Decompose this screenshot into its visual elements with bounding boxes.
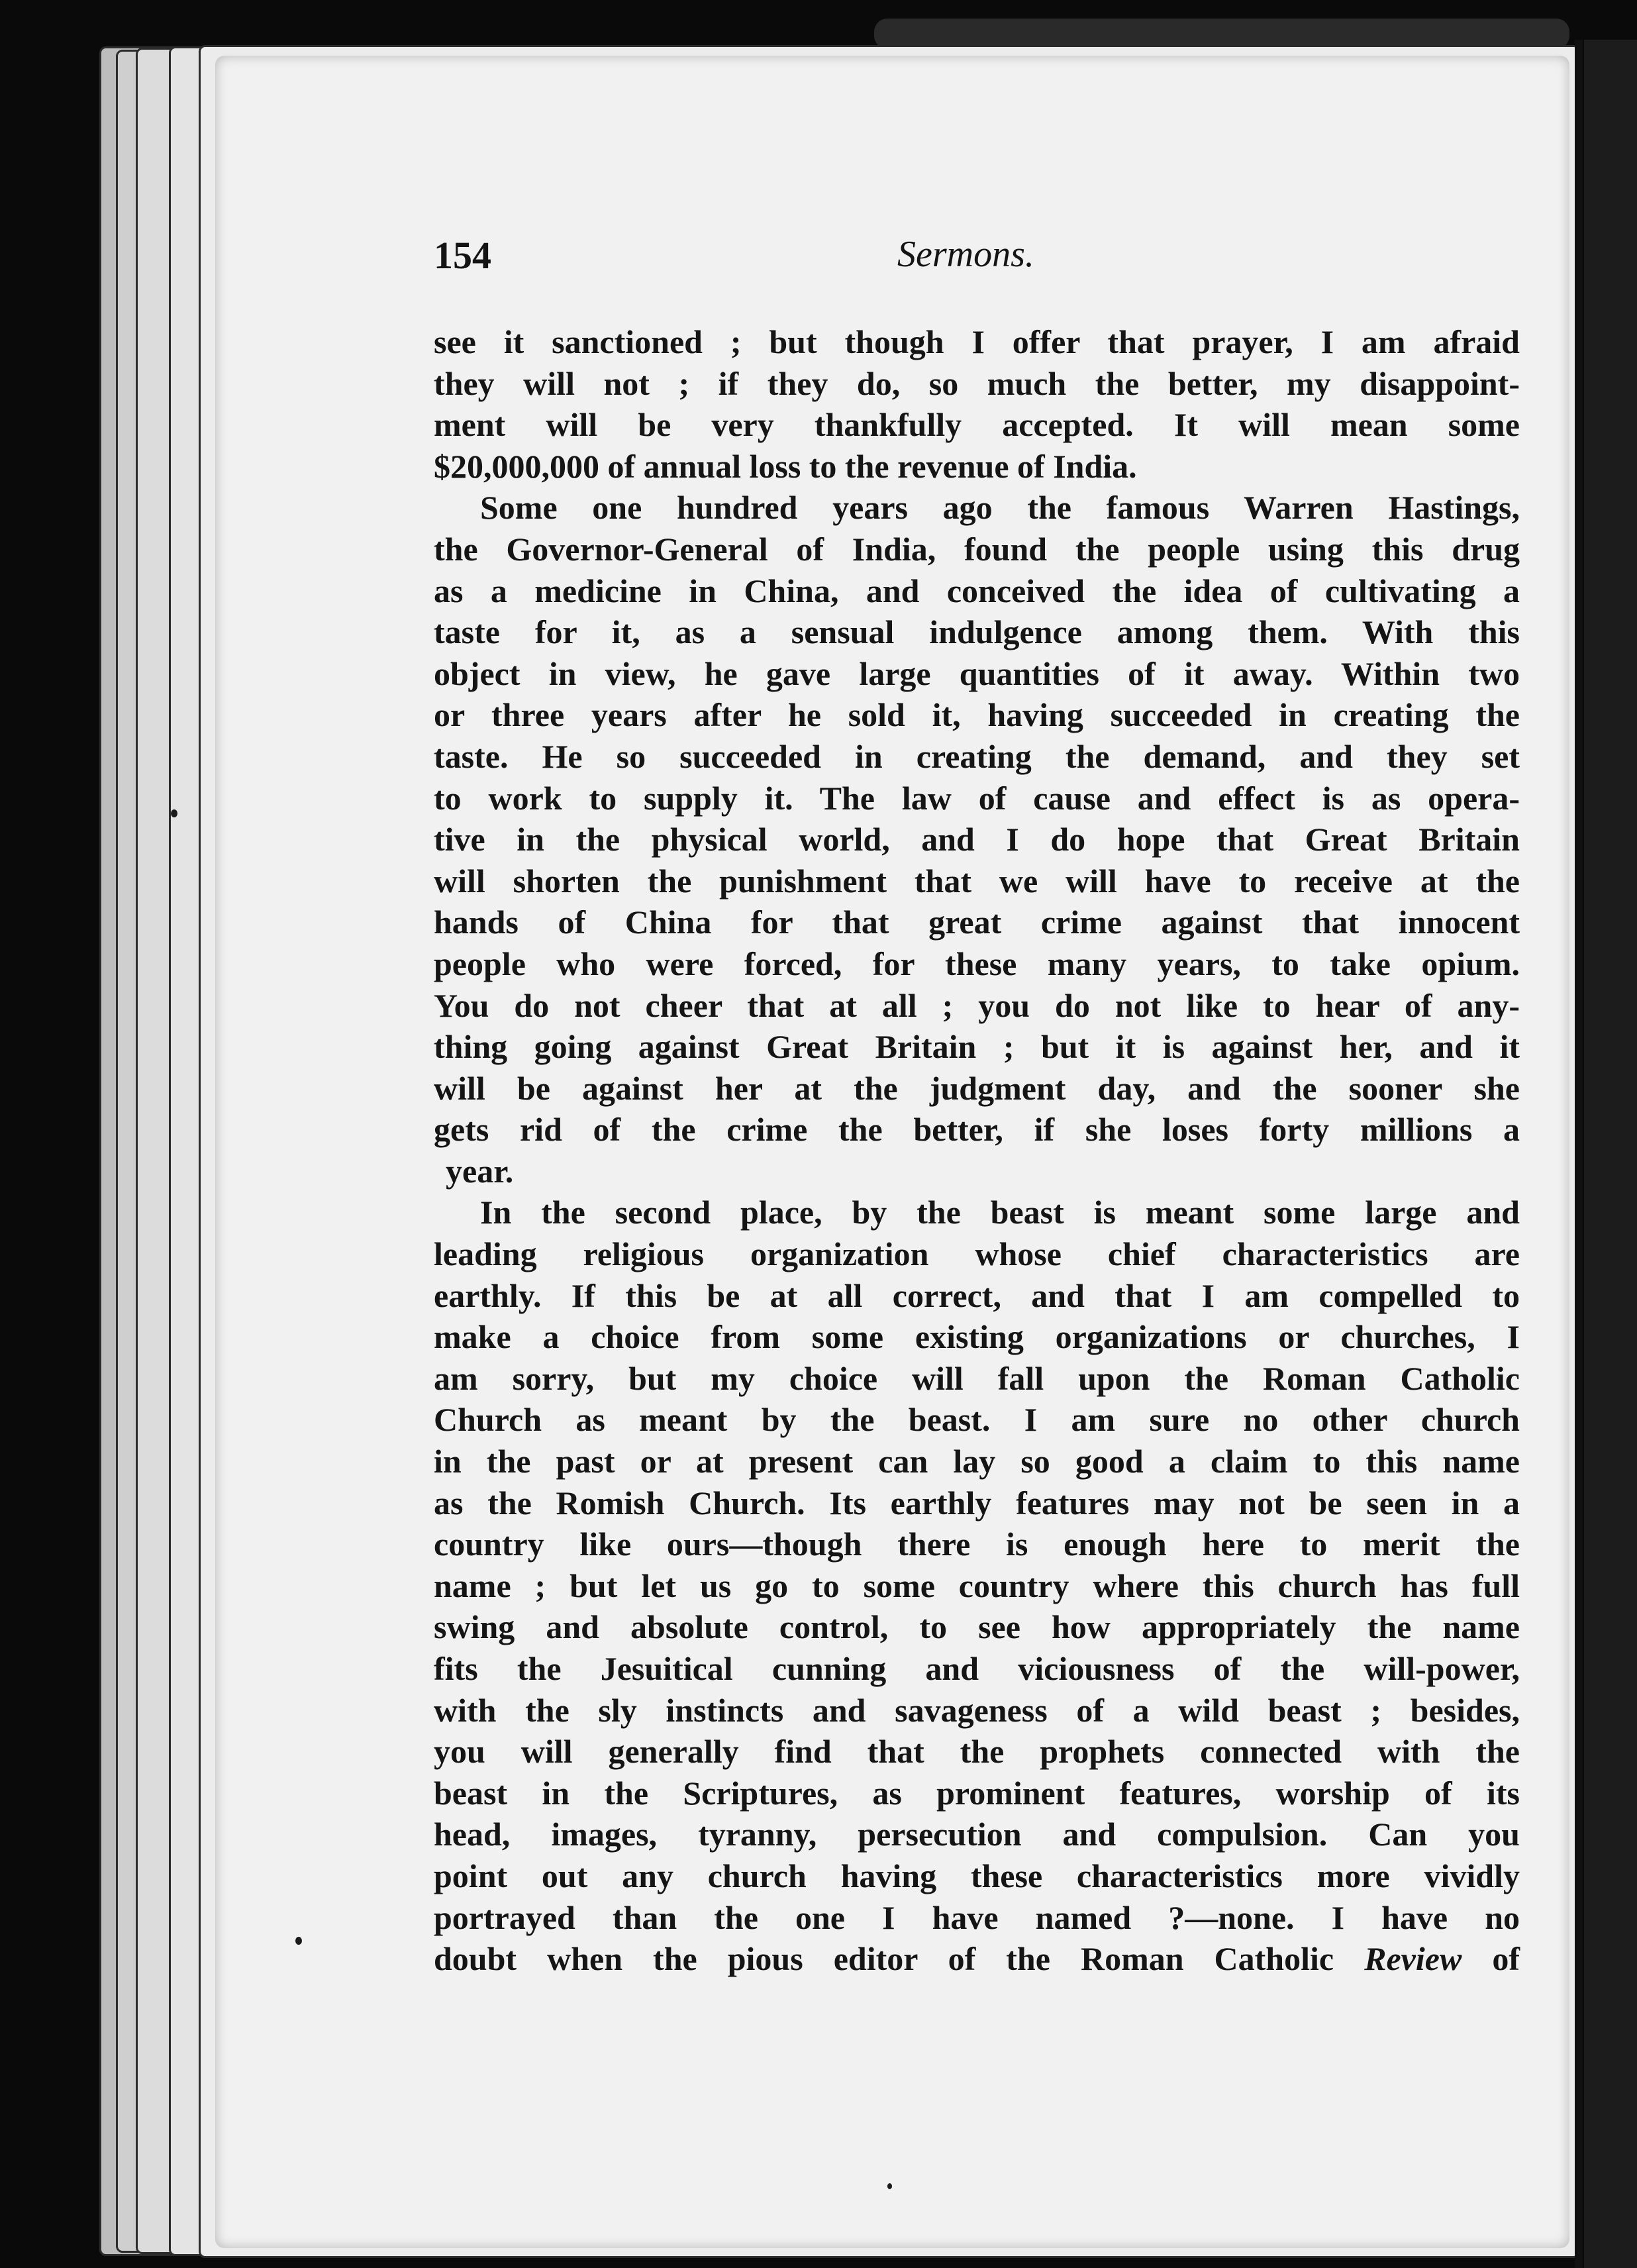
text-line: taste. He so succeeded in creating the demand, and they set <box>434 737 1520 775</box>
scan-speck <box>171 809 177 817</box>
text-line: taste for it, as a sensual indulgence among them. With this <box>434 613 1520 651</box>
text-line: they will not ; if they do, so much the better, my disappoint- <box>434 364 1520 402</box>
text-line: portrayed than the one I have named ?—none. I have no <box>434 1898 1520 1936</box>
text-line: you will generally find that the prophets connected with the <box>434 1733 1520 1771</box>
text-line: in the past or at present can lay so good a claim to this name <box>434 1443 1520 1480</box>
text-line: as the Romish Church. Its earthly features may not be seen in a <box>434 1484 1520 1521</box>
text-line: In the second place, by the beast is meant some large and <box>480 1194 1520 1231</box>
text-line: leading religious organization whose chief characteristics are <box>434 1235 1520 1273</box>
scan-speck <box>295 1937 302 1945</box>
text-line: as a medicine in China, and conceived the idea of cultivating a <box>434 572 1520 609</box>
page-header <box>434 233 1536 286</box>
text-line: year. <box>446 1152 514 1190</box>
paragraph <box>434 1192 1520 1979</box>
text-line: You do not cheer that at all ; you do not like to hear of any- <box>434 986 1520 1024</box>
scan-right-border <box>1584 40 1637 2268</box>
scan-speck <box>887 2183 892 2189</box>
text-line: Church as meant by the beast. I am sure no other church <box>434 1401 1520 1439</box>
text-line: will be against her at the judgment day, and the sooner she <box>434 1069 1520 1107</box>
paragraph <box>434 321 1520 487</box>
text-line: ment will be very thankfully accepted. It will mean some <box>434 406 1520 444</box>
text-line: Some one hundred years ago the famous Warren Hastings, <box>480 489 1520 527</box>
text-line: the Governor-General of India, found the people using this drug <box>434 530 1520 568</box>
text-line: hands of China for that great crime against that innocent <box>434 903 1520 941</box>
text-line: make a choice from some existing organizations or churches, I <box>434 1318 1520 1356</box>
book-gutter <box>1575 40 1583 2268</box>
text-line: object in view, he gave large quantities of it away. Within two <box>434 654 1520 692</box>
text-line: fits the Jesuitical cunning and viciousness of the will-power, <box>434 1650 1520 1687</box>
text-line: will shorten the punishment that we will have to receive at the <box>434 862 1520 900</box>
body-text <box>434 321 1520 1980</box>
text-line: head, images, tyranny, persecution and compulsion. Can you <box>434 1816 1520 1853</box>
text-fragment: doubt when the pious editor of the Roman Catholic <box>434 1940 1334 1978</box>
text-line: to work to supply it. The law of cause and effect is as opera- <box>434 779 1520 817</box>
text-line: tive in the physical world, and I do hope that Great Britain <box>434 821 1520 858</box>
paragraph <box>434 487 1520 1192</box>
text-line: swing and absolute control, to see how appropriately the name <box>434 1608 1520 1646</box>
text-line: people who were forced, for these many years, to take opium. <box>434 945 1520 982</box>
text-line: $20,000,000 of annual loss to the revenue of India. <box>434 447 1137 485</box>
text-line: beast in the Scriptures, as prominent features, worship of its <box>434 1774 1520 1812</box>
page-number: 154 <box>434 234 491 277</box>
text-line: with the sly instincts and savageness of a wild beast ; besides, <box>434 1691 1520 1729</box>
text-line: am sorry, but my choice will fall upon the Roman Catholic <box>434 1359 1520 1397</box>
text-line: name ; but let us go to some country where this church has full <box>434 1567 1520 1604</box>
text-line: see it sanctioned ; but though I offer that prayer, I am afraid <box>434 323 1520 360</box>
text-line: earthly. If this be at all correct, and that I am compelled to <box>434 1276 1520 1314</box>
text-line: point out any church having these characteristics more vividly <box>434 1857 1520 1894</box>
text-fragment: of <box>1492 1940 1520 1978</box>
journal-title: Review <box>1364 1940 1462 1978</box>
text-line: gets rid of the crime the better, if she loses forty millions a <box>434 1111 1520 1149</box>
text-line: thing going against Great Britain ; but it is against her, and it <box>434 1028 1520 1066</box>
text-line-final <box>434 1938 1520 1980</box>
text-line: country like ours—though there is enough here to merit the <box>434 1525 1520 1563</box>
text-line: or three years after he sold it, having succeeded in creating the <box>434 696 1520 734</box>
running-head: Sermons. <box>897 234 1034 275</box>
